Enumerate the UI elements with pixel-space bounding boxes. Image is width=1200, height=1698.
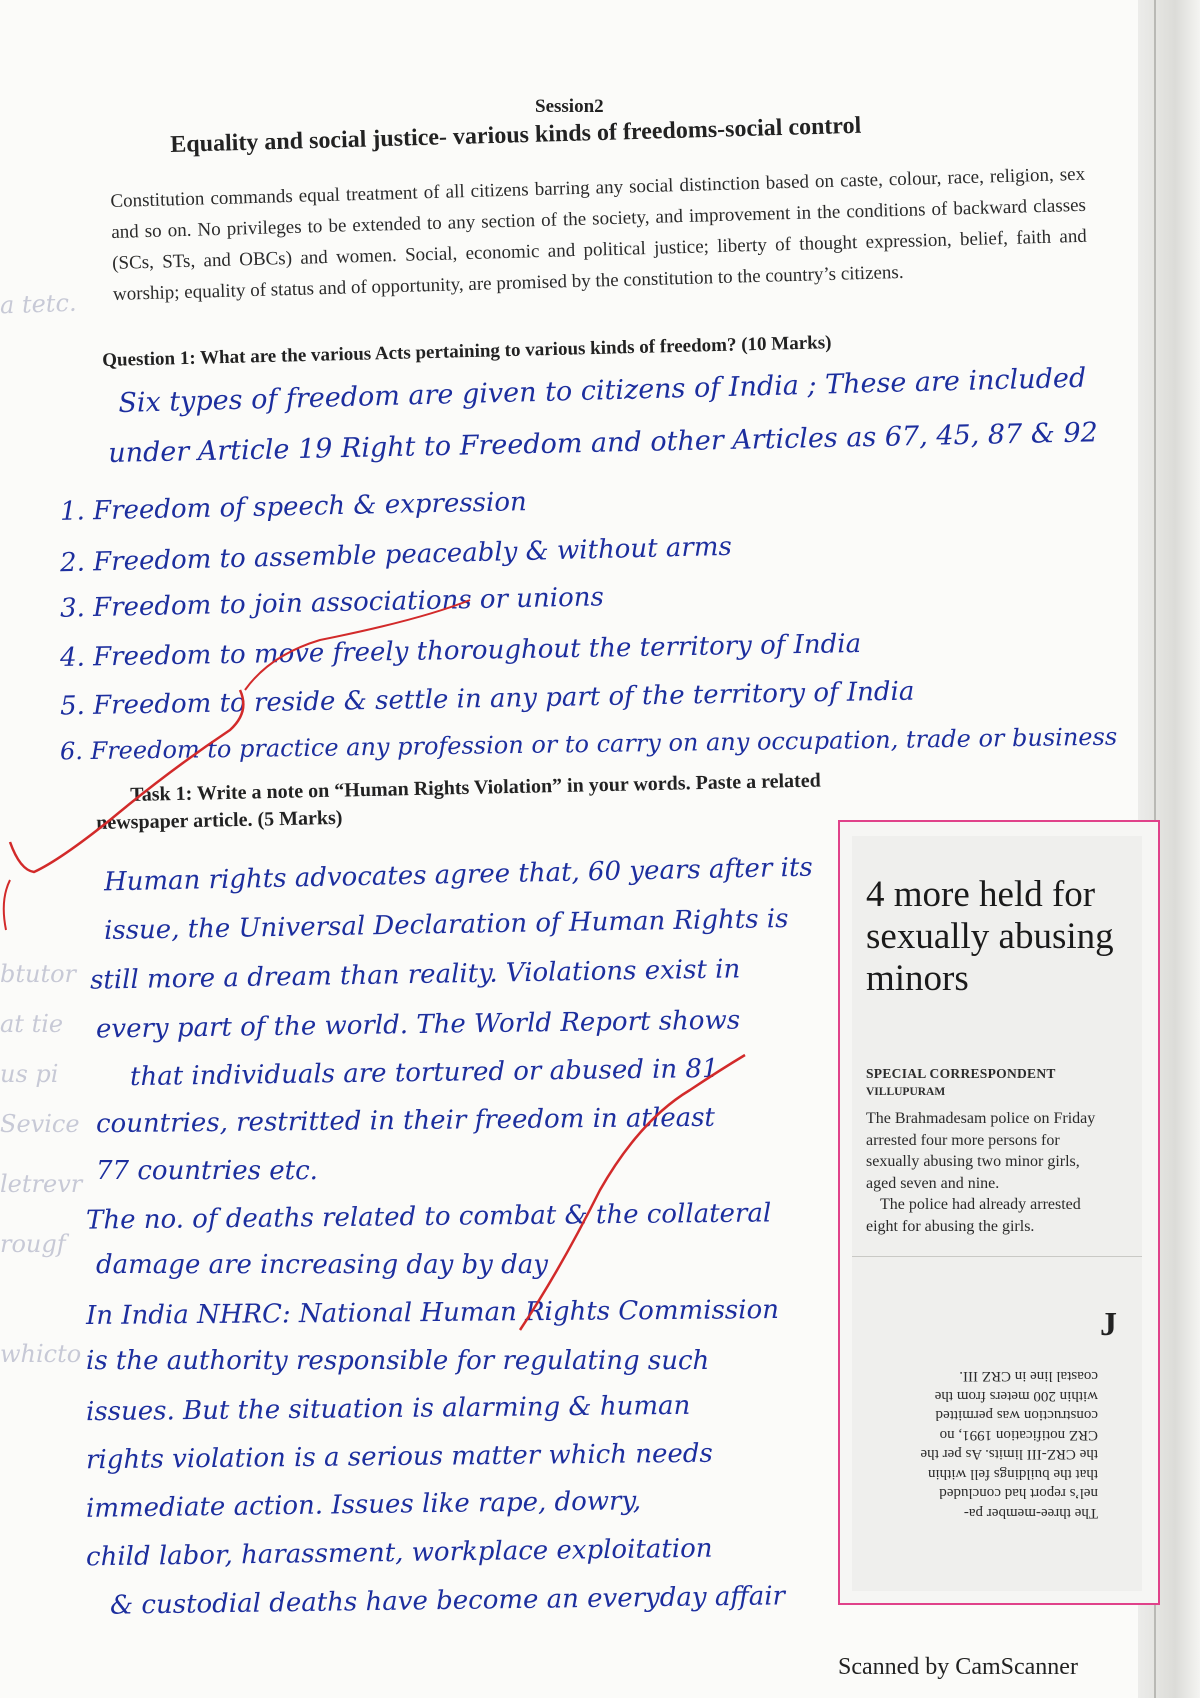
clipping-headline: 4 more held for sexually abusing minors [866, 874, 1114, 999]
clipping-upside-down-text [866, 1366, 1098, 1522]
note-line: The no. of deaths related to combat & the collateral [85, 1198, 772, 1236]
freedom-item: 2. Freedom to assemble peaceably & without arms [59, 531, 733, 579]
note-line: still more a dream than reality. Violations exist in [89, 954, 741, 996]
clipping-paper [852, 836, 1142, 1591]
bleed-through-text: a tetc. [0, 288, 77, 320]
clipping-paragraph: The Brahmadesam police on Friday arrested four more persons for sexually abusing two minor girls, aged seven and nine. [866, 1110, 1096, 1192]
answer-intro-line-2: under Article 19 Right to Freedom and other Articles as 67, 45, 87 & 92 [108, 417, 1099, 469]
note-line: issue, the Universal Declaration of Human Rights is [103, 904, 789, 946]
freedom-item: 5. Freedom to reside & settle in any part of the territory of India [59, 676, 915, 722]
newspaper-clipping [838, 820, 1160, 1605]
red-tick-3 [520, 1055, 745, 1330]
note-line: & custodial deaths have become an everyday affair [109, 1581, 786, 1621]
bleed-through-text: us pi [0, 1060, 59, 1088]
note-line: that individuals are tortured or abused in 81 [129, 1053, 719, 1093]
note-line: Human rights advocates agree that, 60 years after its [103, 852, 814, 898]
clipping-fragment-letter: J [1100, 1306, 1117, 1343]
page-title: Equality and social justice- various kinds of freedoms-social control [170, 112, 862, 158]
bleed-through-text: btutor [0, 960, 77, 988]
upside-down-line: coastal line in CRZ III. [959, 1368, 1098, 1385]
red-tick-4 [4, 880, 10, 930]
clipping-divider [852, 1256, 1142, 1257]
intro-paragraph: Constitution commands equal treatment of all citizens barring any social distinction based on caste, colour, race, religion, sex and so on. No privileges to be extended to any section of the society, and improvement in the conditions of backward classes (SCs, STs, and OBCs) and women. Social, economic and political justice; liberty of thought expression, belief, faith and worship; equality of status and of opportunity, are promised by the constitution to the country’s citizens. [110, 163, 1088, 305]
clipping-paragraph: The police had already arrested eight for abusing the girls. [866, 1196, 1081, 1235]
bleed-through-text: rougf [0, 1230, 66, 1258]
upside-down-line: that the buildings fell within [928, 1466, 1098, 1482]
bleed-through-text: letrevr [0, 1170, 83, 1198]
freedom-item: 3. Freedom to join associations or unions [59, 582, 605, 624]
note-line: child labor, harassment, workplace exploitation [85, 1533, 713, 1573]
upside-down-line: the CRZ-III limits. As per the [920, 1446, 1098, 1463]
answer-intro-line-1: Six types of freedom are given to citizens of India ; These are included [118, 362, 1087, 419]
bleed-through-text: whicto [0, 1340, 82, 1368]
upside-down-line: CRZ notification 1991, no [939, 1427, 1098, 1443]
scanner-watermark: Scanned by CamScanner [838, 1654, 1078, 1680]
note-line: 77 countries etc. [96, 1156, 318, 1186]
note-line: In India NHRC: National Human Rights Commission [85, 1294, 780, 1332]
note-line: rights violation is a serious matter which needs [85, 1438, 713, 1476]
freedom-item: 6. Freedom to practice any profession or to carry on any occupation, trade or business [59, 722, 1118, 766]
clipping-byline: SPECIAL CORRESPONDENT [866, 1066, 1056, 1081]
note-line: countries, restritted in their freedom in atleast [95, 1102, 716, 1140]
note-line: every part of the world. The World Report shows [95, 1005, 741, 1045]
task-1-prompt-line-2: newspaper article. (5 Marks) [96, 806, 343, 834]
bleed-through-text: at tie [0, 1010, 64, 1038]
question-1-prompt: Question 1: What are the various Acts pertaining to various kinds of freedom? (10 Marks) [102, 332, 832, 371]
task-1-prompt-line-1: Task 1: Write a note on “Human Rights Violation” in your words. Paste a related [130, 769, 821, 806]
session-heading: Session2 [535, 96, 604, 117]
upside-down-line: within 200 meters from the [934, 1388, 1098, 1404]
upside-down-line: The three-member pa- [963, 1505, 1098, 1521]
bleed-through-text: Sevice [0, 1110, 80, 1138]
clipping-dateline: VILLUPURAM [866, 1086, 946, 1098]
note-line: damage are increasing day by day [96, 1250, 548, 1280]
note-line: issues. But the situation is alarming & human [85, 1390, 691, 1428]
upside-down-line: construction was permitted [935, 1407, 1098, 1424]
upside-down-line: nel’s report had concluded [939, 1485, 1098, 1502]
clipping-body [866, 1108, 1098, 1237]
freedom-item: 4. Freedom to move freely thoroughout the territory of India [59, 629, 862, 673]
freedom-item: 1. Freedom of speech & expression [59, 487, 527, 527]
note-line: is the authority responsible for regulating such [86, 1346, 710, 1376]
note-line: immediate action. Issues like rape, dowry, [85, 1486, 642, 1524]
